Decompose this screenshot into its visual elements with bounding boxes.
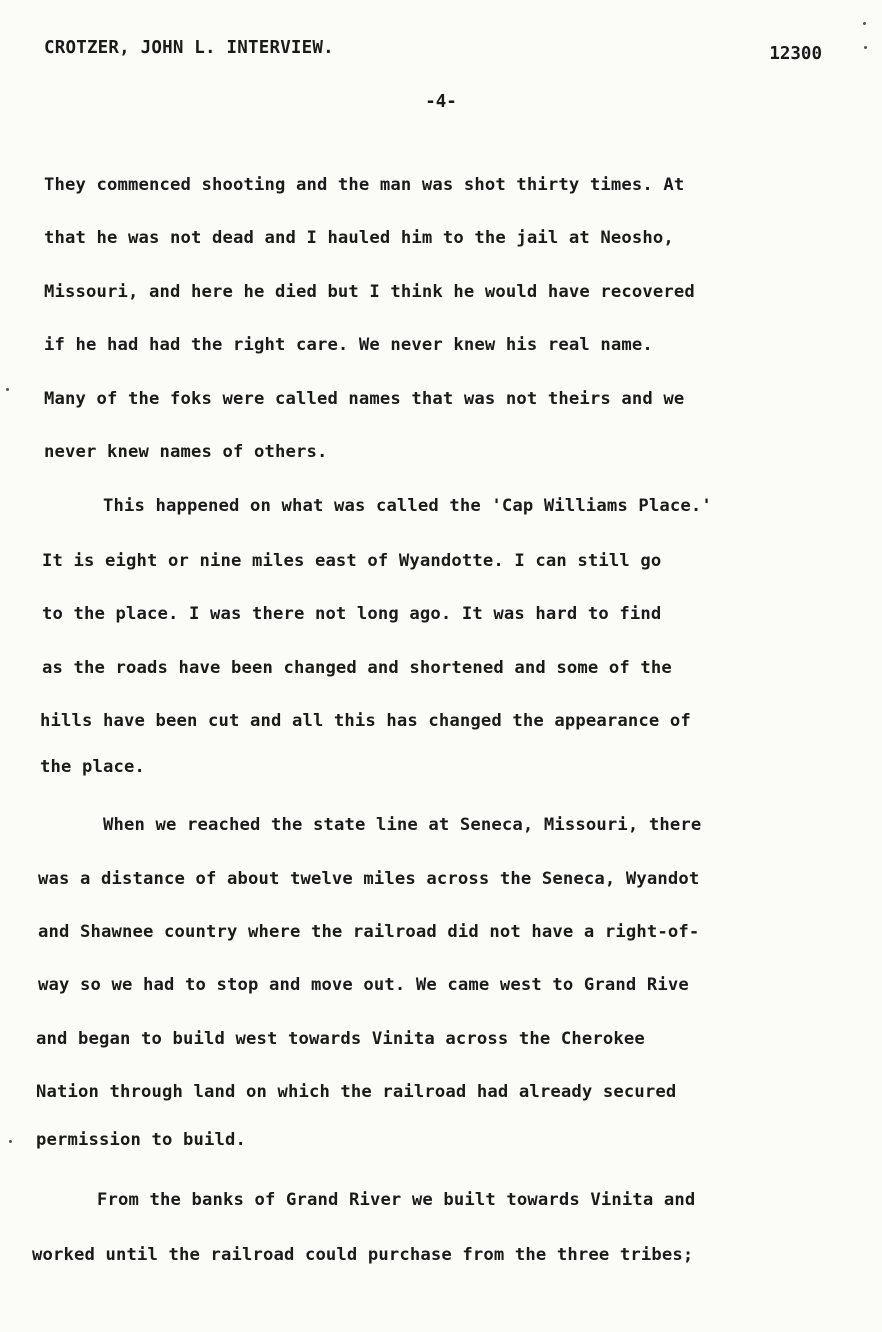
text-line: permission to build. [36,1130,246,1150]
text-line: as the roads have been changed and shortened and some of the [42,658,672,678]
text-line: They commenced shooting and the man was shot thirty times. At [44,175,685,195]
scan-speck [863,22,866,25]
scan-speck [864,46,867,49]
text-line: way so we had to stop and move out. We came west to Grand Rive [38,975,689,995]
text-line: This happened on what was called the 'Cap Williams Place.' [103,496,712,516]
text-line: to the place. I was there not long ago. It was hard to find [42,604,662,624]
text-line: From the banks of Grand River we built towards Vinita and [97,1190,696,1210]
text-line: Many of the foks were called names that was not theirs and we [44,389,685,409]
text-line: and began to build west towards Vinita across the Cherokee [36,1029,645,1049]
text-line: and Shawnee country where the railroad did not have a right-of- [38,922,700,942]
text-line: if he had had the right care. We never knew his real name. [44,335,653,355]
text-line: Nation through land on which the railroad had already secured [36,1082,677,1102]
text-line: It is eight or nine miles east of Wyandotte. I can still go [42,551,662,571]
text-line: Missouri, and here he died but I think he would have recovered [44,282,695,302]
scan-speck [9,1140,12,1143]
text-line: never knew names of others. [44,442,328,462]
text-line: was a distance of about twelve miles across the Seneca, Wyandot [38,869,700,889]
page-number: -4- [425,92,457,112]
text-line: the place. [40,757,145,777]
text-line: worked until the railroad could purchase from the three tribes; [32,1245,694,1265]
text-line: that he was not dead and I hauled him to the jail at Neosho, [44,228,674,248]
text-line: hills have been cut and all this has changed the appearance of [40,711,691,731]
text-line: When we reached the state line at Seneca, Missouri, there [103,815,702,835]
file-number: 12300 [769,44,822,64]
document-title: CROTZER, JOHN L. INTERVIEW. [44,38,334,58]
scan-speck [6,388,9,391]
